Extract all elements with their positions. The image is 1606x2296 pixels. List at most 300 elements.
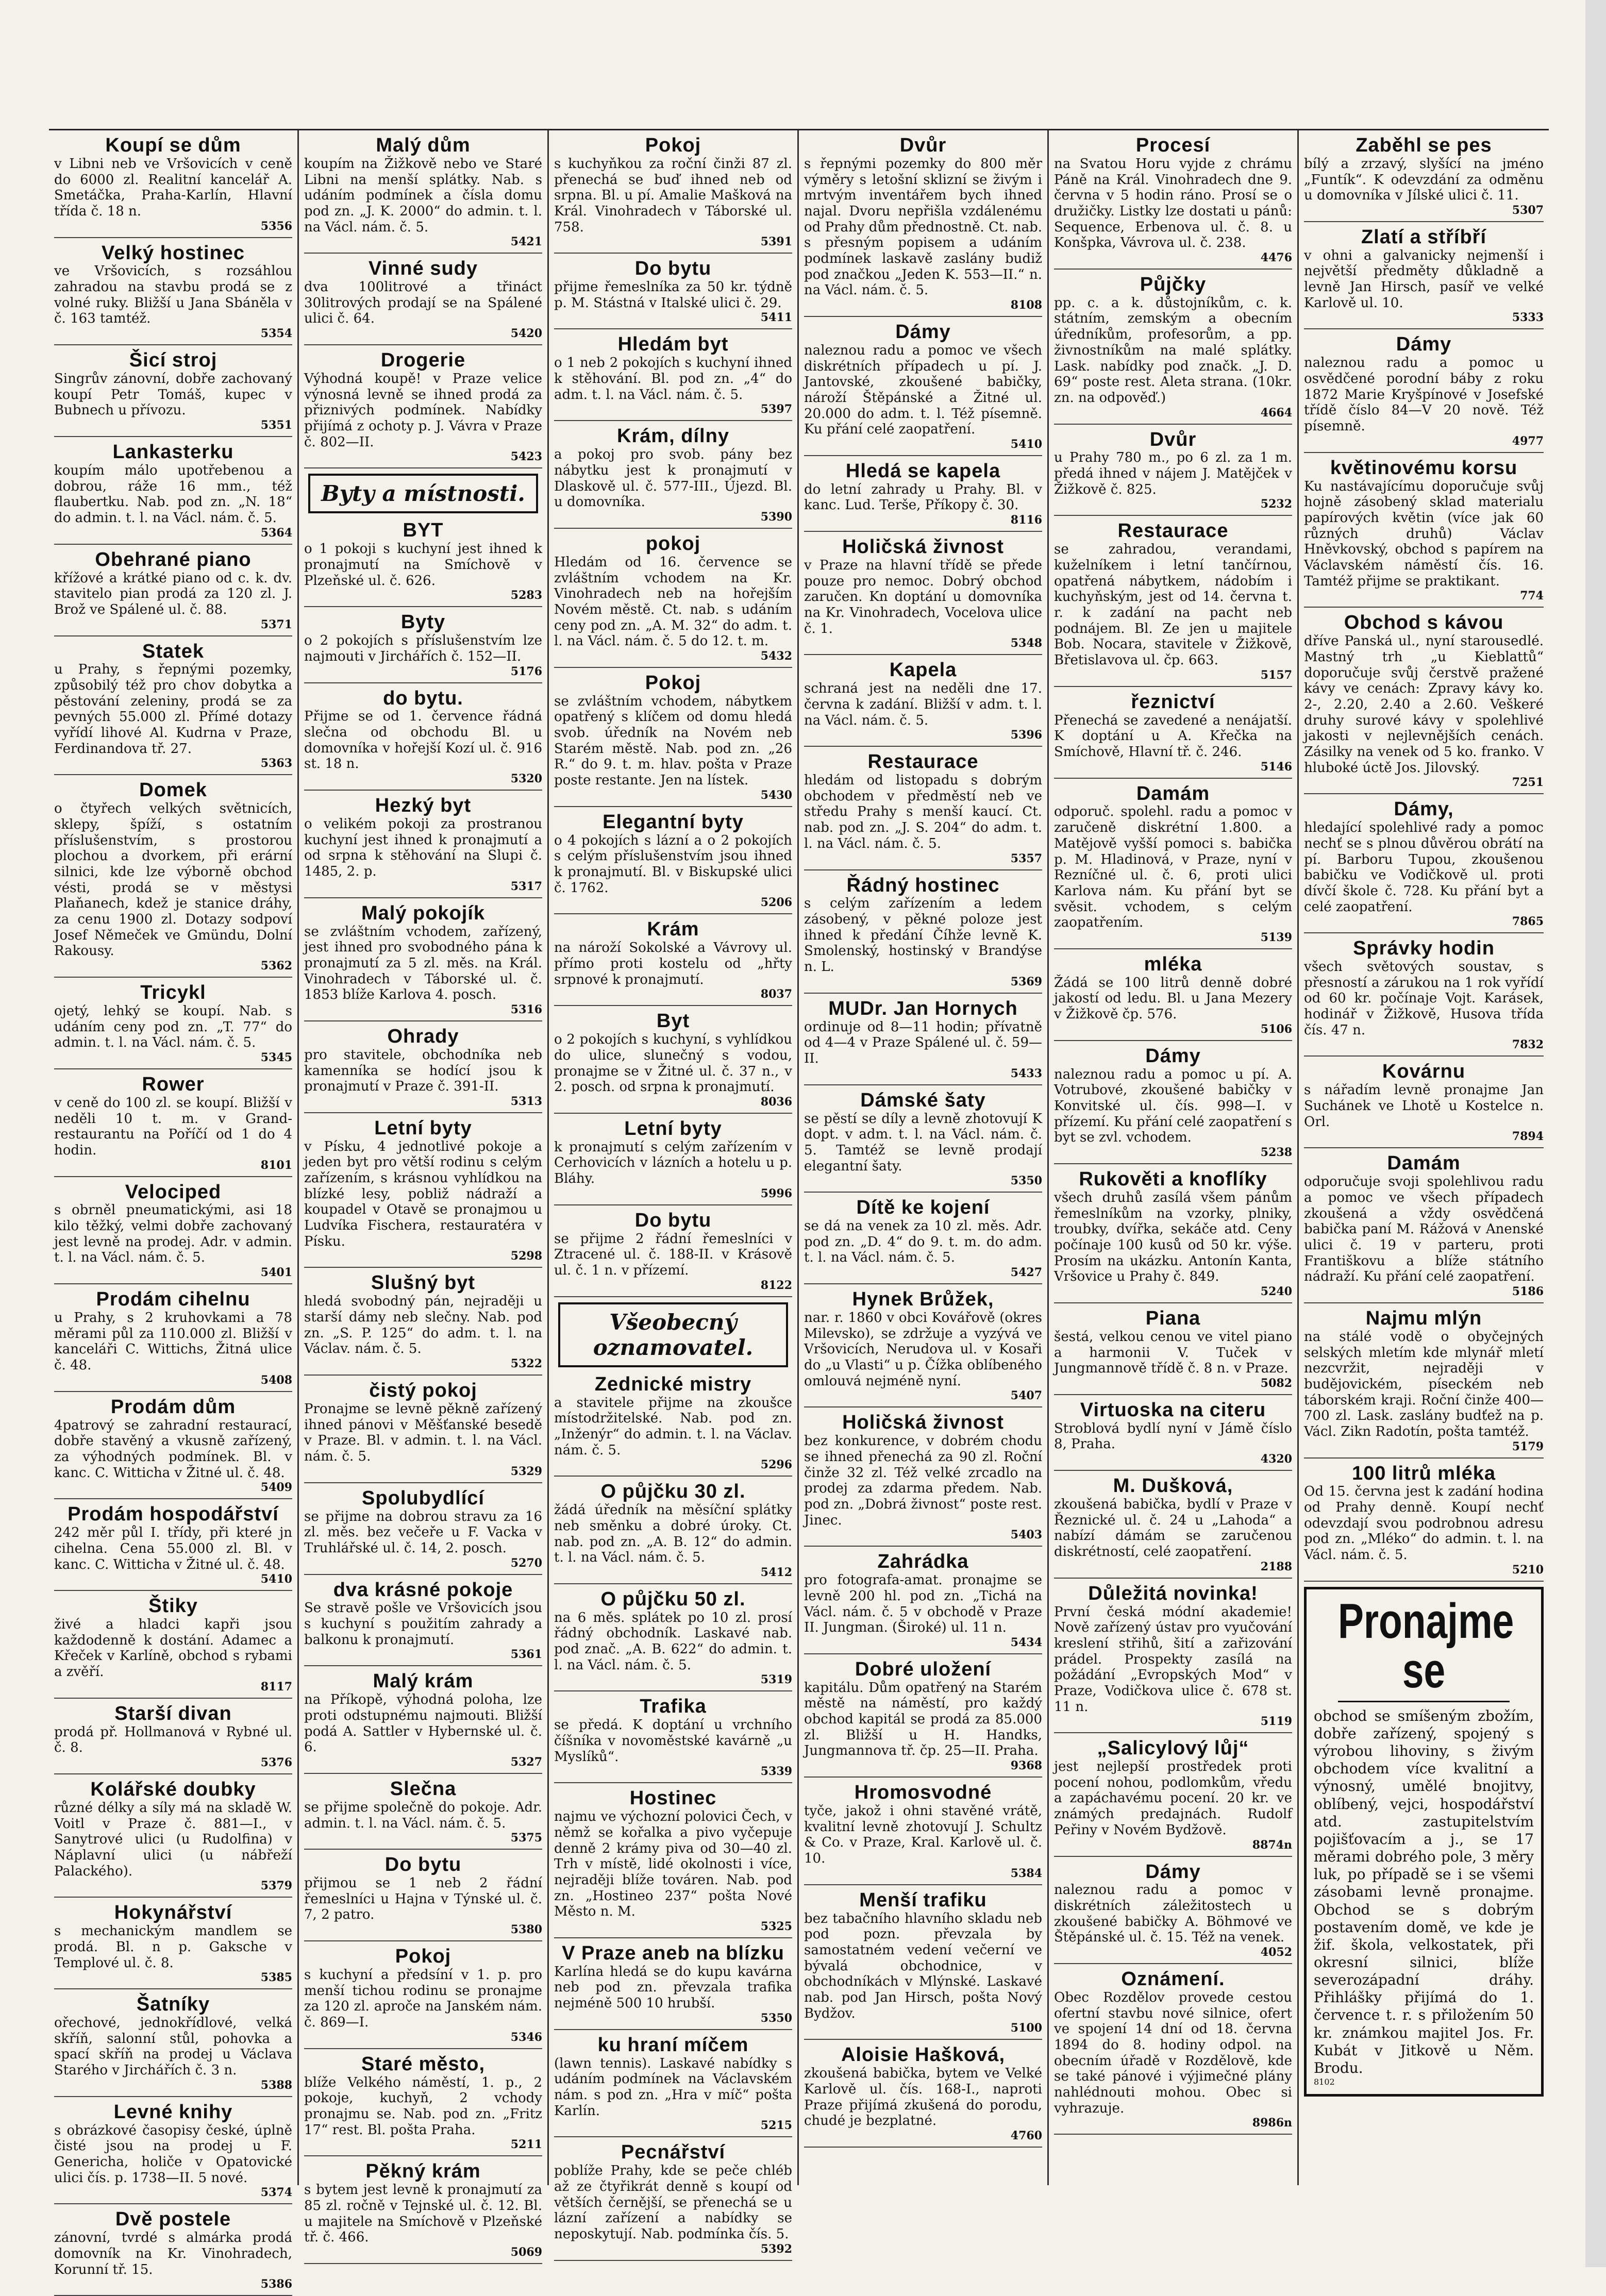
ad-title: M. Dušková, bbox=[1113, 1475, 1233, 1497]
ad-text: se přijme na dobrou stravu za 16 zl. měs. bez večeře u F. Vacka v Truhlářské ul. č. 14, 2. posch. bbox=[304, 1509, 542, 1556]
ad-text: koupím na Žižkově nebo ve Staré Libni na menší splátky. Nab. s udáním podmínek a čísla domu pod zn. „J. K. 2000“ do admin. t. l. na Václ. nám. č. 5. bbox=[304, 156, 542, 235]
column-6 bbox=[1299, 130, 1549, 2185]
ad-text: do letní zahrady u Prahy. Bl. v kanc. Lud. Terše, Příkopy č. 30. bbox=[804, 481, 1042, 513]
classified-ad bbox=[804, 537, 1042, 655]
ad-title: řeznictví bbox=[1131, 691, 1215, 713]
ad-number: 5403 bbox=[1010, 1528, 1042, 1542]
ad-title: Hledá se kapela bbox=[845, 460, 1001, 482]
ad-number: 8874n bbox=[1252, 1838, 1292, 1852]
classified-ad bbox=[1054, 1969, 1292, 2135]
ad-text: o 2 pokojích s kuchyní, s vyhlídkou do ulice, slunečný s vodou, pronajme se v Žitné ul. č. 37 n., v 2. posch. od srpna k pronajmutí. bbox=[554, 1032, 792, 1095]
ad-title: Dámy bbox=[1145, 1861, 1201, 1883]
classified-ad bbox=[54, 136, 292, 238]
ad-text: tyče, jakož i ohni stavěné vrátě, kvalitní levně zhotovují J. Schultz & Co. v Praze, Kral. Karlově ul. č. 10. bbox=[804, 1803, 1042, 1867]
ad-text: zkoušená babička, bytem ve Velké Karlově ul. čís. 168-I., naproti Praze přijímá zkušená do porodu, chudé je bezplatné. bbox=[804, 2066, 1042, 2129]
classified-ad bbox=[304, 259, 542, 345]
ad-text: se dá na venek za 10 zl. měs. Adr. pod zn. „D. 4“ do 9. t. m. do adm. t. l. na Václ. nám. č. 5. bbox=[804, 1218, 1042, 1266]
ad-text: se zvláštním vchodem, zařízený, jest ihned pro svobodného pána k pronajmutí za 5 zl. měs. na Král. Vinohradech v Táborské ul. č. 1853 blíže Karlova 4. posch. bbox=[304, 924, 542, 1003]
column-3 bbox=[549, 130, 799, 2256]
ad-number: 5423 bbox=[510, 450, 542, 464]
ad-number: 5411 bbox=[760, 311, 792, 325]
classified-ad bbox=[304, 612, 542, 683]
classified-ad bbox=[554, 1697, 792, 1783]
ad-text: Pronajme se levně pěkně zařízený ihned pánovi v Měšťanské besedě v Praze. Bl. v admin. t. l. na Václ. nám. č. 5. bbox=[304, 1401, 542, 1464]
classified-ad bbox=[1054, 784, 1292, 949]
ad-text: Singrův zánovní, dobře zachovaný koupí Petr Tomáš, kupec v Bubnech u přívozu. bbox=[54, 371, 292, 418]
classified-ad bbox=[304, 1580, 542, 1667]
classified-ad bbox=[304, 2054, 542, 2157]
ad-number: 4760 bbox=[1010, 2129, 1042, 2142]
ad-text: v Libni neb ve Vršovicích v ceně do 6000 zl. Realitní kancelář A. Smetáčka, Praha-Karlín, Hlavní třída č. 18 n. bbox=[54, 156, 292, 219]
ad-text: dva 100litrové a třináct 30litrových prodají se na Spálené ulici č. 64. bbox=[304, 279, 542, 327]
ad-title: Zaběhl se pes bbox=[1356, 135, 1492, 156]
ad-title: Dítě ke kojení bbox=[856, 1197, 990, 1219]
ad-text: se zvláštním vchodem, nábytkem opatřený s klíčem od domu hledá svob. úředník na Novém neb Starém městě. Nab. pod zn. „26 R.“ do 9. t. m. hlav. pošta v Praze poste restante. Jen na lístek. bbox=[554, 693, 792, 789]
ad-text: (lawn tennis). Laskavé nabídky s udáním podmínek na Václavském nám. s pod zn. „Hra v míč“ pošta Karlín. bbox=[554, 2055, 792, 2119]
ad-text: s obrázkové časopisy české, úplně čisté jsou na prodej u F. Genericha, holiče v Opatovické ulici čís. p. 1738—II. 5 nové. bbox=[54, 2122, 292, 2186]
ad-title: Dámy bbox=[1396, 333, 1452, 356]
classified-ad bbox=[304, 521, 542, 607]
ad-title: Domek bbox=[139, 779, 207, 801]
classified-ad bbox=[554, 1119, 792, 1205]
newspaper-page bbox=[49, 129, 1549, 2291]
ad-number: 8101 bbox=[260, 1158, 292, 1172]
ad-title: Hromosvodné bbox=[854, 1782, 992, 1804]
classified-ad bbox=[804, 1289, 1042, 1407]
ad-number: 5320 bbox=[510, 772, 542, 786]
ad-text: bez konkurence, v dobrém chodu se ihned přenechá za 90 zl. Roční činže 32 zl. Též velké zrcadlo na prodej za zdarma předem. Nab. pod zn. „Dobrá živnost“ poste rest. Jinec. bbox=[804, 1433, 1042, 1528]
ad-title: Pokoj bbox=[645, 135, 701, 156]
ad-text: bílý a zrzavý, slyšící na jméno „Funtík“. K odevzdání za odměnu u domovníka v Jílské ulici č. 11. bbox=[1304, 156, 1544, 204]
classified-ad bbox=[304, 1779, 542, 1850]
ad-number: 5380 bbox=[510, 1923, 542, 1937]
ad-text: s nářadím levně pronajme Jan Suchánek ve Lhotě u Kostelce n. Orl. bbox=[1304, 1082, 1544, 1130]
ad-text: 4patrový se zahradní restaurací, dobře stavěný a vkusně zařízený, za výhodných podmínek. Bl. v kanc. C. Witticha v Žitné ul. č. 48. bbox=[54, 1417, 292, 1481]
ad-number: 5434 bbox=[1010, 1635, 1042, 1649]
ad-title: V Praze aneb na blízku bbox=[562, 1942, 784, 1964]
ad-title: Prodám hospodářství bbox=[68, 1503, 279, 1526]
ad-title: Ohrady bbox=[387, 1025, 459, 1047]
ad-title: Levné knihy bbox=[113, 2101, 233, 2123]
ad-number: 8122 bbox=[760, 1278, 792, 1292]
classified-ad bbox=[1054, 954, 1292, 1041]
ad-title: Rukověti a knoflíky bbox=[1079, 1168, 1267, 1191]
classified-ad bbox=[1054, 1309, 1292, 1395]
ad-number: 5146 bbox=[1260, 760, 1292, 774]
classified-ad bbox=[54, 1903, 292, 1989]
ad-number: 5376 bbox=[260, 1756, 292, 1770]
ad-title: Letní byty bbox=[374, 1117, 472, 1139]
ad-number: 5385 bbox=[260, 1971, 292, 1985]
classified-ad bbox=[1054, 692, 1292, 779]
ad-number: 5356 bbox=[260, 219, 292, 233]
ad-text: na stálé vodě o obyčejných selských mletím kde mlynář mletí nezcvržit, nejraději v budějovickém, píseckém neb táborském kraji. Roční činže 400—700 zl. Lask. zaslány budťež na p. Václ. Zikn Radotín, pošta tamtéž. bbox=[1304, 1329, 1544, 1439]
ad-text: s mechanickým mandlem se prodá. Bl. n p. Gaksche v Templové ul. č. 8. bbox=[54, 1923, 292, 1971]
ad-text: Přijme se od 1. července řádná slečna od obchodu Bl. u domovníka v hořejší Kozí ul. č. 916 st. 18 n. bbox=[304, 709, 542, 772]
ad-title: Dámské šaty bbox=[860, 1089, 986, 1111]
classified-ad bbox=[1054, 1046, 1292, 1164]
ad-number: 5350 bbox=[1010, 1174, 1042, 1188]
classified-ad bbox=[554, 1482, 792, 1584]
ad-title: Hledám byt bbox=[617, 333, 729, 356]
classified-ad bbox=[54, 1995, 292, 2097]
ad-text: k pronajmutí s celým zařízením v Cerhovicích v lázních a hotelu u p. Bláhy. bbox=[554, 1139, 792, 1187]
column-5 bbox=[1049, 130, 1299, 2185]
ad-number: 7865 bbox=[1512, 915, 1544, 929]
classified-ad bbox=[1304, 1309, 1544, 1459]
ad-number: 5179 bbox=[1512, 1439, 1544, 1453]
ad-text: u Prahy, s řepnými pozemky, způsobilý též pro chov dobytka a pěstování zeleniny, prodá se za pevných 55.000 zl. Přímé dotazy vyřídí lihové Al. Kudrna v Praze, Ferdinandova tř. 27. bbox=[54, 662, 292, 757]
ad-text: Stroblová bydlí nyní v Jámě číslo 8, Praha. bbox=[1054, 1420, 1292, 1452]
ad-number: 5369 bbox=[1010, 975, 1042, 988]
ad-number: 5427 bbox=[1010, 1266, 1042, 1280]
ad-text: a stavitele přijme na zkoušce místodržitelské. Nab. pod zn. „Inženýr“ do admin. t. l. na Václav. nám. č. 5. bbox=[554, 1395, 792, 1458]
ad-title: Šatníky bbox=[136, 1993, 210, 2016]
classified-ad bbox=[304, 1488, 542, 1575]
ad-text: kapitálu. Dům opatřený na Starém městě na náměstí, pro každý obchod kapitál se prodá za 85.000 zl. Bližší u H. Handks, Jungmannova tř. čp. 25—II. Praha. bbox=[804, 1680, 1042, 1759]
ad-text: přijmou se 1 neb 2 řádní řemeslníci u Hajna v Týnské ul. č. 7, 2 patro. bbox=[304, 1875, 542, 1923]
ad-number: 5322 bbox=[510, 1357, 542, 1371]
classified-ad bbox=[1304, 136, 1544, 222]
ad-title: Holičská živnost bbox=[842, 536, 1004, 558]
ad-number: 5420 bbox=[510, 327, 542, 341]
classified-ad bbox=[804, 1660, 1042, 1778]
ad-title: Pokoj bbox=[645, 672, 701, 694]
ad-number: 5327 bbox=[510, 1755, 542, 1769]
ad-text: živé a hladci kapři jsou každodenně k dostání. Adamec a Křeček v Karlíně, obchod s rybami a zvěří. bbox=[54, 1617, 292, 1680]
classified-ad bbox=[1054, 430, 1292, 516]
classified-ad bbox=[54, 550, 292, 636]
ad-number: 5106 bbox=[1260, 1022, 1292, 1036]
classified-ad bbox=[54, 1704, 292, 1774]
ad-text: s celým zařízením a ledem zásobený, v pěkné poloze jest ihned k předání Číhže levně K. Smolenský, hostinský v Brandýse n. L. bbox=[804, 896, 1042, 975]
ad-title: Procesí bbox=[1135, 135, 1211, 156]
ad-title: Dobré uložení bbox=[855, 1658, 992, 1680]
ad-title: Piana bbox=[1145, 1307, 1201, 1329]
ad-text: se předá. K doptání u vrchního číšníka v novoměstské kavárně „u Myslíků“. bbox=[554, 1717, 792, 1765]
ad-title: Dámy bbox=[1145, 1045, 1201, 1067]
ad-text: pro fotografa-amat. pronajme se levně 200 hl. pod zn. „Tichá na Václ. nám. č. 5 v obchodě v Praze II. Jungman. (Široké) ul. 11 n. bbox=[804, 1572, 1042, 1636]
classified-ad bbox=[54, 2209, 292, 2296]
ad-number: 774 bbox=[1520, 589, 1544, 603]
ad-title: Do bytu bbox=[384, 1854, 462, 1876]
classified-ad bbox=[804, 1783, 1042, 1885]
ad-number: 5139 bbox=[1260, 930, 1292, 944]
ad-text: všech světových soustav, s přesností a zárukou na 1 rok vyřídí od 60 kr. počínaje Vojt. Karásek, hodinář v Žižkově, Husova třída čís. 47 n. bbox=[1304, 959, 1544, 1038]
classified-ad bbox=[1304, 1062, 1544, 1148]
ad-title: Dvě postele bbox=[115, 2208, 231, 2231]
classified-ad bbox=[1054, 1476, 1292, 1579]
ad-number: 5362 bbox=[260, 959, 292, 973]
classified-ad bbox=[554, 673, 792, 807]
ad-title: Tricykl bbox=[140, 982, 206, 1004]
ad-text: šestá, velkou cenou ve vitel piano a harmonii V. Tuček v Jungmannově třídě č. 8 n. v Praze. bbox=[1054, 1329, 1292, 1377]
ad-title: Půjčky bbox=[1140, 273, 1207, 295]
ad-number: 5361 bbox=[510, 1648, 542, 1662]
ad-number: 5206 bbox=[760, 896, 792, 910]
ad-number: 5119 bbox=[1260, 1715, 1292, 1729]
ad-number: 4476 bbox=[1260, 250, 1292, 264]
ad-title: Správky hodin bbox=[1353, 937, 1495, 960]
ad-number: 5433 bbox=[1010, 1066, 1042, 1080]
ad-title: Virtuoska na citeru bbox=[1080, 1399, 1266, 1421]
classified-ad bbox=[804, 461, 1042, 532]
ad-title: Pecnářství bbox=[621, 2141, 726, 2164]
column-1 bbox=[49, 130, 299, 2291]
ad-number: 9368 bbox=[1010, 1759, 1042, 1773]
classified-ad bbox=[804, 322, 1042, 456]
column-2 bbox=[299, 130, 549, 2259]
classified-ad bbox=[1054, 1584, 1292, 1734]
ad-number: 5176 bbox=[510, 664, 542, 678]
ad-title: Šicí stroj bbox=[129, 349, 218, 372]
ad-text: s obrněl pneumatickými, asi 18 kilo těžký, velmi dobře zachovaný jest levně na prodej. Adr. v admin. t. l. na Václ. nám. č. 5. bbox=[54, 1202, 292, 1266]
ad-text: o 1 pokoji s kuchyní jest ihned k pronajmutí na Smíchově v Plzeňské ul. č. 626. bbox=[304, 541, 542, 589]
classified-ad bbox=[804, 1890, 1042, 2040]
ad-text: na Svatou Horu vyjde z chrámu Páně na Král. Vinohradech dne 9. června v 5 hodin ráno. Prosí se o družičky. Listky lze dostati u pánů: Sequence, Erbenova ul. č. 8. u Konšpka, Vávrova ul. č. 238. bbox=[1054, 156, 1292, 251]
ad-text: Ku nastávajícímu doporučuje svůj hojně zásobený sklad materialu papírových květin (více jak 60 různých druhů) Václav Hněvkovský, obchod s papírem na Václavském náměstí čís. 16. Tamtéž přijme se praktikant. bbox=[1304, 478, 1544, 589]
ad-title: Dvůr bbox=[899, 135, 947, 156]
classified-ad bbox=[804, 1091, 1042, 1193]
ad-number: 8037 bbox=[760, 987, 792, 1001]
ad-title: Trafika bbox=[640, 1696, 707, 1718]
ad-text: zánovní, tvrdé s almárka prodá domovník na Kr. Vinohradech, Korunní tř. 15. bbox=[54, 2230, 292, 2277]
ad-text: o 2 pokojích s příslušenstvím lze najmouti v Jirchářích č. 152—II. bbox=[304, 633, 542, 664]
ad-number: 5396 bbox=[1010, 728, 1042, 742]
ad-title: O půjčku 50 zl. bbox=[600, 1588, 746, 1610]
ad-text: se přijme 2 řádní řemeslníci v Ztracené ul. č. 188-II. v Krásově ul. č. 1 n. v přízemí. bbox=[554, 1231, 792, 1279]
ad-number: 7894 bbox=[1512, 1130, 1544, 1144]
ad-title: Statek bbox=[142, 640, 205, 662]
featured-ad bbox=[1304, 1587, 1544, 2097]
classified-ad bbox=[804, 752, 1042, 870]
classified-ad bbox=[554, 2035, 792, 2138]
ad-number: 5307 bbox=[1512, 203, 1544, 217]
ad-number: 5100 bbox=[1010, 2021, 1042, 2035]
classified-ad bbox=[804, 660, 1042, 747]
ad-title: Štiky bbox=[148, 1595, 198, 1617]
column-4 bbox=[799, 130, 1049, 2185]
ad-text: blíže Velkého náměstí, 1. p., 2 pokoje, kuchyň, 2 vchody pronajmu se. Nab. pod zn. „Fritz 17“ rest. Bl. pošta Praha. bbox=[304, 2074, 542, 2138]
ad-number: 7832 bbox=[1512, 1038, 1544, 1052]
classified-ad bbox=[804, 1413, 1042, 1547]
ad-text: s bytem jest levně k pronajmutí za 85 zl. ročně v Tejnské ul. č. 12. Bl. u majitele na Smíchově v Plzeňské tř. č. 466. bbox=[304, 2182, 542, 2245]
classified-ad bbox=[554, 136, 792, 254]
ad-title: Kovárnu bbox=[1382, 1061, 1466, 1083]
ad-text: se zahradou, verandami, kuželníkem i letní tančírnou, opatřená nábytkem, nádobím i kuchyňským, jest od 14. června t. r. k zadání na pacht neb podnájem. Bl. Ze jen u majitele Bob. Nocara, stavitele v Žižkově, Břetislavova ul. čp. 663. bbox=[1054, 542, 1292, 668]
classified-ad bbox=[304, 350, 542, 468]
classified-ad bbox=[554, 334, 792, 421]
ad-text: všech druhů zasílá všem pánům řemeslníkům na vzorky, plniky, troubky, dvířka, sekáče atd. Ceny počínaje 100 kusů od 50 kr. výše. Prosím na ukázku. Antonín Kanta, Vršovice u Prahy č. 849. bbox=[1054, 1189, 1292, 1285]
ad-text: poblíže Prahy, kde se peče chléb až ze čtyřikrát denně s koupí od větších černější, se přenechá se u lázní zařízení a nabídky se neposkytují. Nab. podmínka čís. 5. bbox=[554, 2163, 792, 2242]
classified-ad bbox=[1054, 1862, 1292, 1965]
ad-text: koupím málo upotřebenou a dobrou, ráže 16 mm., též flaubertku. Nab. pod zn. „N. 18“ do admin. t. l. na Václ. nám. č. 5. bbox=[54, 462, 292, 526]
ad-title: ku hraní míčem bbox=[597, 2034, 749, 2056]
ad-title: Spolubydlící bbox=[362, 1487, 484, 1509]
ad-number: 5350 bbox=[760, 2011, 792, 2025]
ad-title: Krám, dílny bbox=[617, 425, 729, 447]
ad-title: Do bytu bbox=[634, 1209, 712, 1231]
classified-ad bbox=[1054, 136, 1292, 270]
ad-text: 242 měr půl I. třídy, při které jn cihelna. Cena 55.000 zl. Bl. v kanc. C. Witticha v Žitné ul. č. 48. bbox=[54, 1525, 292, 1572]
ad-number: 5408 bbox=[260, 1373, 292, 1387]
ad-number: 5298 bbox=[510, 1249, 542, 1263]
ad-text: hledá svobodný pán, nejraději u starší dámy neb slečny. Nab. pod zn. „S. P. 125“ do adm. t. l. na Václav. nám. č. 5. bbox=[304, 1294, 542, 1357]
ad-number: 5996 bbox=[760, 1186, 792, 1200]
ad-text: na 6 měs. splátek po 10 zl. prosí řádný obchodník. Laskavé nab. pod znač. „A. B. 622“ do admin. t. l. na Václ. nám. č. 5. bbox=[554, 1610, 792, 1673]
ad-title: Dvůr bbox=[1149, 428, 1197, 450]
classified-ad bbox=[1304, 938, 1544, 1057]
ad-number: 5390 bbox=[760, 510, 792, 524]
ad-number: 5069 bbox=[510, 2245, 542, 2259]
ad-text: u Prahy, s 2 kruhovkami a 78 měrami půl za 110.000 zl. Bližší v kanceláři C. Wittichs, Žitná ulice č. 48. bbox=[54, 1310, 292, 1373]
ad-text: křížové a krátké piano od c. k. dv. stavitelo pian prodá za 120 zl. J. Brož ve Spálené ul. č. 88. bbox=[54, 570, 292, 617]
classified-ad bbox=[554, 534, 792, 668]
ad-text: žádá úředník na měsíční splátky neb směnku a dobré úroky. Ct. nab. pod zn. „A. B. 12“ do admin. t. l. na Václ. nám. č. 5. bbox=[554, 1502, 792, 1566]
classified-ad bbox=[804, 1198, 1042, 1284]
ad-number: 5317 bbox=[510, 879, 542, 893]
classified-ad bbox=[1054, 1738, 1292, 1856]
ad-title: Malý krám bbox=[373, 1670, 474, 1692]
ad-number: 5238 bbox=[1260, 1146, 1292, 1160]
ad-title: Byt bbox=[656, 1010, 690, 1032]
classified-ad bbox=[554, 1943, 792, 2030]
ad-title: Holičská živnost bbox=[842, 1412, 1004, 1434]
classified-ad bbox=[1304, 1464, 1544, 1582]
ad-number: 5186 bbox=[1512, 1284, 1544, 1298]
ad-number: 4664 bbox=[1260, 406, 1292, 420]
ad-title: Koupí se dům bbox=[105, 135, 241, 156]
ad-text: odporučuje svoji spolehlivou radu a pomoc ve všech případech zkoušená a vždy osvědčená babička paní M. Rážová v Anenské ulici č. 19 v parteru, proti Františkovu a blíže státního nádraží. Ku přání celé zaopatření. bbox=[1304, 1174, 1544, 1285]
ad-title: Damám bbox=[1136, 782, 1210, 805]
ad-number: 4977 bbox=[1512, 434, 1544, 448]
ad-number: 5401 bbox=[260, 1266, 292, 1280]
ad-text: v Praze na hlavní třídě se přede pouze pro nemoc. Dobrý obchod zaručen. Kn doptání u domovníka na Kr. Vinohradech, Vocelova ulice č. 1. bbox=[804, 557, 1042, 636]
classified-ad bbox=[554, 812, 792, 915]
ad-number: 5240 bbox=[1260, 1284, 1292, 1298]
ad-number: 5346 bbox=[510, 2030, 542, 2044]
ad-title: Damám bbox=[1387, 1152, 1461, 1175]
classified-ad bbox=[554, 259, 792, 329]
ad-text: ojetý, lehký se koupí. Nab. s udáním ceny pod zn. „T. 77“ do admin. t. l. na Václ. nám. č. 5. bbox=[54, 1003, 292, 1051]
ad-text: Obec Rozdělov provede cestou ofertní stavbu nové silnice, ofert ve spojení 14 dní od 18. června 1894 do 8. hodiny odpol. na obecním úřadě v Rozdělově, kde se také pánové i výjimečné plány nahlédnouti mohou. Obec si vyhrazuje. bbox=[1054, 1989, 1292, 2116]
ad-title: květinovému korsu bbox=[1330, 457, 1518, 479]
ad-text: Karlína hledá se do kupu kavárna neb pod zn. převzala trafika nejméně 500 10 hrubší. bbox=[554, 1964, 792, 2012]
ad-number: 8986n bbox=[1252, 2116, 1292, 2130]
classified-ad bbox=[554, 1788, 792, 1938]
ad-number: 4320 bbox=[1260, 1452, 1292, 1466]
ad-text: pro stavitele, obchodníka neb kamenníka se hodící jsou k pronajmutí v Praze č. 391-II. bbox=[304, 1047, 542, 1095]
ad-number: 5391 bbox=[760, 235, 792, 249]
ad-number: 8116 bbox=[1010, 513, 1042, 527]
ad-title: Lankasterku bbox=[112, 441, 234, 463]
ad-title: Staré město, bbox=[361, 2053, 486, 2075]
ad-text: hledám od listopadu s dobrým obchodem v předměstí neb ve středu Prahy s menší kaucí. Ct. nab. pod zn. „J. S. 204“ do adm. t. l. na Václ. nám. č. 5. bbox=[804, 773, 1042, 851]
classified-ad bbox=[54, 1397, 292, 1500]
classified-ad bbox=[54, 243, 292, 346]
ad-number: 5283 bbox=[510, 589, 542, 602]
ad-title: Důležitá novinka! bbox=[1088, 1582, 1258, 1604]
ad-title: Prodám cihelnu bbox=[96, 1288, 250, 1311]
classified-ad bbox=[804, 136, 1042, 317]
ad-text: o 1 neb 2 pokojích s kuchyní ihned k stěhování. Bl. pod zn. „4“ do adm. t. l. na Václ. nám. č. 5. bbox=[554, 355, 792, 403]
classified-ad bbox=[1304, 334, 1544, 453]
ad-title: čistý pokoj bbox=[369, 1380, 477, 1402]
classified-ad bbox=[554, 1375, 792, 1477]
ad-number: 5407 bbox=[1010, 1389, 1042, 1403]
ad-number: 5410 bbox=[260, 1572, 292, 1586]
ad-title: Restaurace bbox=[1117, 520, 1229, 542]
ad-number: 5430 bbox=[760, 788, 792, 802]
ad-text: pp. c. a k. důstojníkům, c. k. státním, zemským a obecním úředníkům, profesorům, a pp. živnostníkům na malé splátky. Lask. nabídky pod značk. „J. D. 69“ poste rest. Aleta strana. (10kr. zn. na odpověď.) bbox=[1054, 295, 1292, 406]
section-heading: Byty a místnosti. bbox=[308, 474, 538, 513]
ad-title: Do bytu bbox=[634, 258, 712, 280]
ad-text: nar. r. 1860 v obci Kovářově (okres Milevsko), se zdržuje a vyzývá ve Vršovicích, Nerudova ul. v Kosaři do „u Vlasti“ u p. Čížka oblíbeného omlouvá nejméně nyní. bbox=[804, 1310, 1042, 1389]
classified-ad bbox=[554, 919, 792, 1006]
ad-text: obchod se smíšeným zbožím, dobře zařízený, spojený s výrobou lihoviny, s živým obchodem více kvalitní a výnosný, umělé bnojitvy, oblíbený, vejci, hospodářství atd. zastupitelstvím pojišťovacím a j., se 17 měrami dobrého pole, 3 měry luk, po případě se i se všemi zásobami levně pronajme. Obchod se s dobrým postavením domě, ve kde je žif. škola, velkostatek, při okresní silnici, blíže severozápadní dráhy. Přihlášky přijímá do 1. července t. r. s přiložením 50 kr. známkou majitel Jos. Fr. Kubát v Jitkově u Něm. Brodu. bbox=[1314, 1707, 1534, 2076]
ad-number: 5211 bbox=[510, 2138, 542, 2152]
ad-text: se pěstí se díly a levně zhotovují K dopt. v adm. t. l. na Václ. nám. č. 5. Tamtéž se levně prodají elegantní šaty. bbox=[804, 1111, 1042, 1174]
ad-text: naleznou radu a pomoc v diskrétních záležitostech u zkoušené babičky A. Böhmové ve Štěpánské ul. č. 15. Též na venek. bbox=[1054, 1882, 1292, 1946]
ad-text: naleznou radu a pomoc ve všech diskrétních případech u pí. J. Jantovské, zkoušené babičky, nároží Štěpánské a Žitné ul. 20.000 do adm. t. l. Též písemně. Ku přání celé zaopatření. bbox=[804, 342, 1042, 438]
ad-number: 5351 bbox=[260, 418, 292, 432]
ad-title: mléka bbox=[1144, 953, 1202, 975]
ad-text: s kuchyňkou za roční činži 87 zl. přenechá se buď ihned neb od srpna. Bl. u pí. Amalie Mašková na Král. Vinohradech v Táborské ul. 758. bbox=[554, 156, 792, 235]
classified-ad bbox=[304, 1855, 542, 1941]
ad-text: Se stravě pošle ve Vršovicích jsou s kuchyní s použitím zahrady a balkonu k pronajmutí. bbox=[304, 1600, 542, 1648]
classified-ad bbox=[54, 1780, 292, 1898]
ad-text: o 4 pokojích s lázní a o 2 pokojích s celým příslušenstvím jsou ihned k pronajmutí. Bl. v Biskupské ulici č. 1762. bbox=[554, 832, 792, 896]
ad-title: Hokynářství bbox=[114, 1902, 232, 1924]
ad-title: Dámy bbox=[895, 321, 951, 343]
ad-title: 100 litrů mléka bbox=[1351, 1462, 1496, 1484]
ad-text: schraná jest na neděli dne 17. června k zadání. Bližší v adm. t. l. na Václ. nám. č. 5. bbox=[804, 681, 1042, 728]
ad-title: MUDr. Jan Hornych bbox=[828, 997, 1018, 1019]
ad-text: Výhodná koupě! v Praze velice výnosná levně se ihned prodá za přiznivých podmínek. Nabídky přijímá z ochoty p. J. Vávra v Praze č. 802—II. bbox=[304, 371, 542, 450]
ad-text: v Písku, 4 jednotlivé pokoje a jeden byt pro větší rodinu s celým zařízením, s krásnou vyhlídkou na blízké lesy, pobliž nádraží a koupadel v Otavě se pronajmou u Ludvíka Fischera, restauratéra v Písku. bbox=[304, 1138, 542, 1249]
ad-number: 4052 bbox=[1260, 1946, 1292, 1959]
classified-ad bbox=[304, 903, 542, 1021]
ad-text: a pokoj pro svob. pány bez nábytku jest k pronajmutí v Dlaskově ul. č. 577-III., Újezd. Bl. u domovníka. bbox=[554, 447, 792, 510]
ad-text: ořechové, jednokřídlové, velká skříň, salonní stůl, pohovka a spací skříň na prodej u Václava Starého v Jirchářích č. 3 n. bbox=[54, 2015, 292, 2079]
scan-edge bbox=[1585, 0, 1606, 2267]
ad-text: dříve Panská ul., nyní starousedlé. Mastný trh „u Kieblattů“ doporučuje svůj čerstvě pražené kávy ve cenách: Zpravy kávy ko. 2-, 2.20, 2.40 a 2.60. Veškeré druhy surové kávy v spolehlivé jakosti v nejlevnějších cenách. Zásilky na venek od 5 ko. franko. V hluboké úctě Jos. Jilovský. bbox=[1304, 633, 1544, 776]
ad-number: 5386 bbox=[260, 2277, 292, 2291]
ad-title: BYT bbox=[403, 519, 444, 542]
section-heading: Všeobecný oznamovatel. bbox=[558, 1302, 788, 1367]
classified-ad bbox=[1304, 799, 1544, 933]
ad-title: Obchod s kávou bbox=[1344, 612, 1504, 634]
classified-ad bbox=[1304, 458, 1544, 608]
ad-text: s kuchyní a předsíní v 1. p. pro menší tichou rodinu se pronajme za 120 zl. aproče na Janském nám. č. 869—I. bbox=[304, 1967, 542, 2031]
ad-text: na nároží Sokolské a Vávrovy ul. přímo proti kostelu od „hřty srpnové k pronajmutí. bbox=[554, 940, 792, 987]
ad-title: Obehrané piano bbox=[95, 548, 252, 571]
ad-title: Dámy, bbox=[1394, 798, 1454, 820]
ad-number: 5339 bbox=[760, 1765, 792, 1779]
ad-title: Zahrádka bbox=[877, 1551, 969, 1573]
ad-title: Restaurace bbox=[867, 751, 979, 773]
ad-number: 5345 bbox=[260, 1050, 292, 1064]
classified-ad bbox=[54, 780, 292, 978]
ad-number: 5388 bbox=[260, 2078, 292, 2092]
ad-title: Menší trafiku bbox=[859, 1889, 987, 1911]
ad-title: Drogerie bbox=[380, 349, 466, 372]
ad-number: 5375 bbox=[510, 1831, 542, 1845]
ad-number: 5364 bbox=[260, 526, 292, 540]
ad-number: 5354 bbox=[260, 327, 292, 341]
ad-title: Hostinec bbox=[629, 1787, 717, 1809]
classified-ad bbox=[1054, 1169, 1292, 1303]
